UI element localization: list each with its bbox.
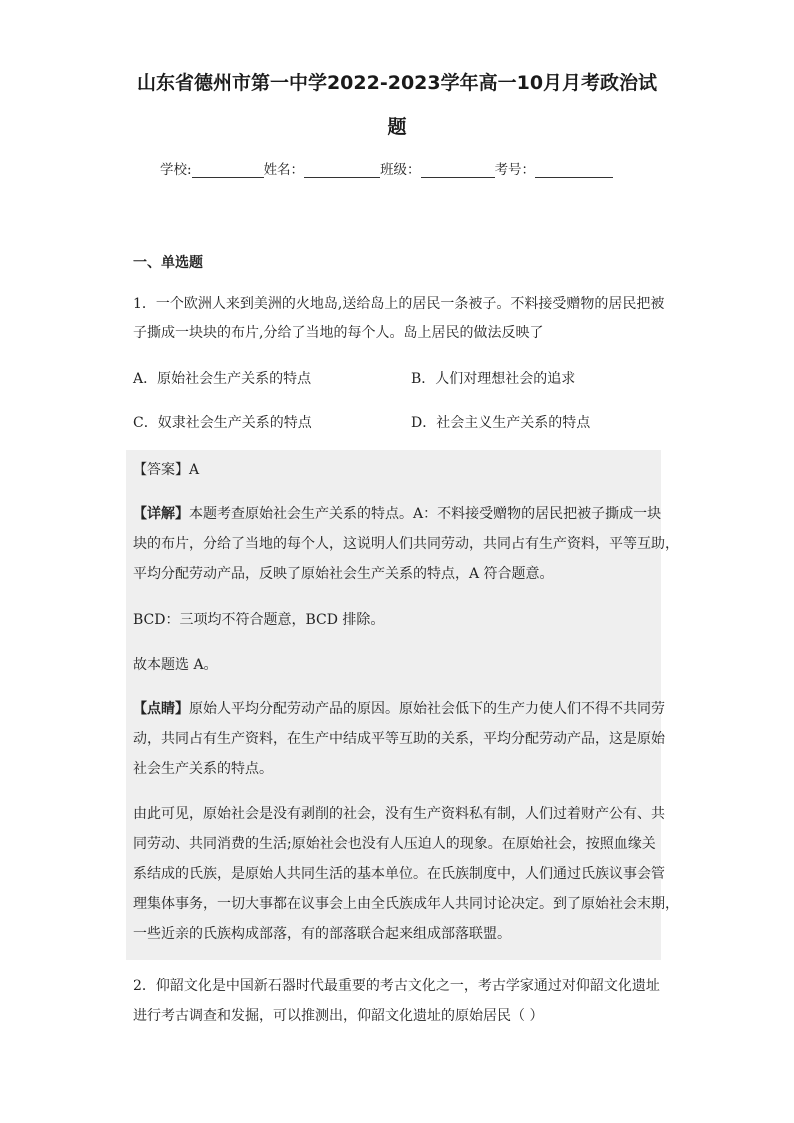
extra-line4: 理集体事务，一切大事都在议事会上由全氏族成年人共同讨论决定。到了原始社会末期， xyxy=(133,896,679,912)
class-blank[interactable] xyxy=(421,163,495,178)
extra-line3: 系结成的氏族，是原始人共同生活的基本单位。在氏族制度中，人们通过氏族议事会管 xyxy=(133,866,665,882)
answer-explanation-box xyxy=(126,450,679,960)
number-blank[interactable] xyxy=(535,163,613,178)
q1-option-c[interactable]: C．奴隶社会生产关系的特点 xyxy=(133,415,312,431)
detail-line5: 故本题选 A。 xyxy=(133,657,218,673)
q1-option-b[interactable]: B．人们对理想社会的追求 xyxy=(411,371,576,387)
q2-stem-line1: 2．仰韶文化是中国新石器时代最重要的考古文化之一，考古学家通过对仰韶文化遗址 xyxy=(133,978,660,994)
school-label: 学校: xyxy=(160,162,192,178)
answer-value: A xyxy=(189,462,200,478)
number-label: 考号： xyxy=(494,162,536,178)
q1-stem-line1: 1．一个欧洲人来到美洲的火地岛,送给岛上的居民一条被子。不料接受赠物的居民把被 xyxy=(133,296,665,312)
detail-line4: BCD：三项均不符合题意，BCD 排除。 xyxy=(133,612,385,628)
extra-line1: 由此可见，原始社会是没有剥削的社会，没有生产资料私有制，人们过着财产公有、共 xyxy=(133,806,665,822)
name-label: 姓名： xyxy=(263,162,305,178)
exam-title-line2: 题 xyxy=(387,116,407,138)
comment-tag: 【点睛】 xyxy=(133,701,189,717)
comment-line3: 社会生产关系的特点。 xyxy=(133,761,273,777)
q2-stem-line2: 进行考古调查和发掘，可以推测出，仰韶文化遗址的原始居民（ ） xyxy=(133,1008,544,1024)
detail-line3: 平均分配劳动产品，反映了原始社会生产关系的特点，A 符合题意。 xyxy=(133,566,554,582)
section-heading: 一、单选题 xyxy=(133,255,203,271)
exam-title-line1: 山东省德州市第一中学2022-2023学年高一10月月考政治试 xyxy=(136,72,658,94)
q1-option-a[interactable]: A．原始社会生产关系的特点 xyxy=(133,371,312,387)
detail-tag: 【详解】 xyxy=(133,506,189,522)
answer-line xyxy=(133,459,199,479)
class-label: 班级： xyxy=(380,162,421,178)
name-blank[interactable] xyxy=(304,163,380,178)
detail-line2: 块的布片，分给了当地的每个人，这说明人们共同劳动，共同占有生产资料，平等互助， xyxy=(133,536,679,552)
answer-tag: 【答案】 xyxy=(133,462,189,478)
extra-line2: 同劳动、共同消费的生活;原始社会也没有人压迫人的现象。在原始社会，按照血缘关 xyxy=(133,836,656,852)
comment-line2: 动，共同占有生产资料，在生产中结成平等互助的关系，平均分配劳动产品，这是原始 xyxy=(133,731,665,747)
q1-option-d[interactable]: D．社会主义生产关系的特点 xyxy=(411,415,591,431)
detail-line1: 【详解】本题考查原始社会生产关系的特点。A：不料接受赠物的居民把被子撕成一块 xyxy=(133,506,662,522)
q1-stem-line2: 子撕成一块块的布片,分给了当地的每个人。岛上居民的做法反映了 xyxy=(133,325,544,341)
extra-line5: 一些近亲的氏族构成部落，有的部落联合起来组成部落联盟。 xyxy=(133,926,511,942)
student-info-row xyxy=(160,158,640,178)
comment-line1: 【点睛】原始人平均分配劳动产品的原因。原始社会低下的生产力使人们不得不共同劳 xyxy=(133,701,665,717)
school-blank[interactable] xyxy=(192,163,264,178)
